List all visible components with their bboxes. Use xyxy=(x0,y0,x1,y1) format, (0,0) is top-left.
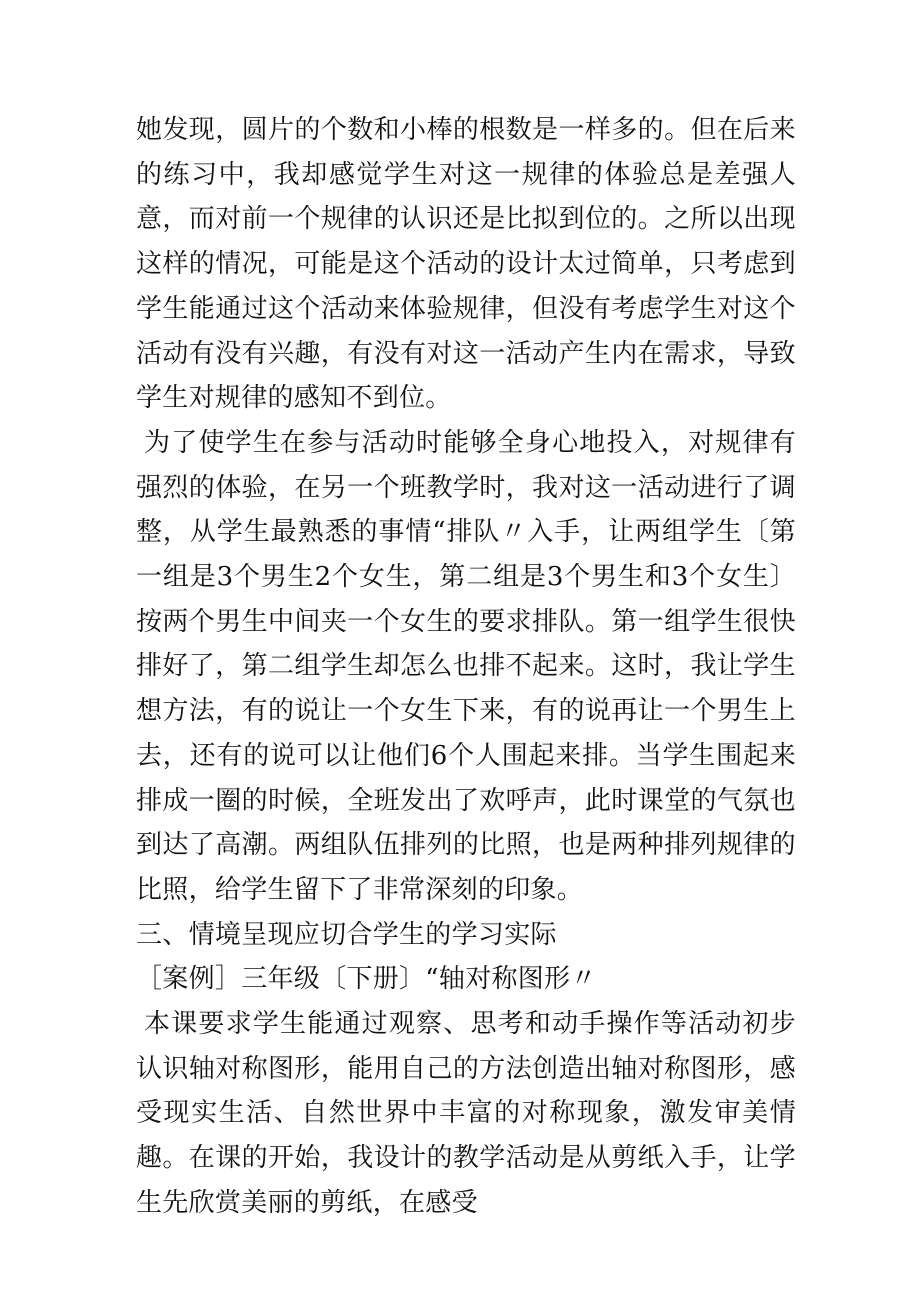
document-body xyxy=(136,108,796,1226)
paragraph-2: 为了使学生在参与活动时能够全身心地投入，对规律有强烈的体验，在另一个班教学时，我对这一活动进行了调整，从学生最熟悉的事情“排队〃入手，让两组学生〔第一组是3个男生2个女生，第二组是3个男生和3个女生〕按两个男生中间夹一个女生的要求排队。第一组学生很快排好了，第二组学生却怎么也排不起来。这时，我让学生想方法，有的说让一个女生下来，有的说再让一个男生上去，还有的说可以让他们6个人围起来排。当学生围起来排成一圈的时候，全班发出了欢呼声，此时课堂的气氛也到达了高潮。两组队伍排列的比照，也是两种排列规律的比照，给学生留下了非常深刻的印象。 xyxy=(136,427,796,905)
case-title: ［案例］三年级〔下册〕“轴对称图形〃 xyxy=(136,964,597,995)
paragraph-3: 本课要求学生能通过观察、思考和动手操作等活动初步认识轴对称图形，能用自己的方法创造出轴对称图形，感受现实生活、自然世界中丰富的对称现象，激发审美情趣。在课的开始，我设计的教学活动是从剪纸入手，让学生先欣赏美丽的剪纸，在感受 xyxy=(136,1009,796,1218)
paragraph-1: 她发现，圆片的个数和小棒的根数是一样多的。但在后来的练习中，我却感觉学生对这一规律的体验总是差强人意，而对前一个规律的认识还是比拟到位的。之所以出现这样的情况，可能是这个活动的设计太过简单，只考虑到学生能通过这个活动来体验规律，但没有考虑学生对这个活动有没有兴趣，有没有对这一活动产生内在需求，导致学生对规律的感知不到位。 xyxy=(136,115,796,414)
section-heading: 三、情境呈现应切合学生的学习实际 xyxy=(136,919,557,950)
